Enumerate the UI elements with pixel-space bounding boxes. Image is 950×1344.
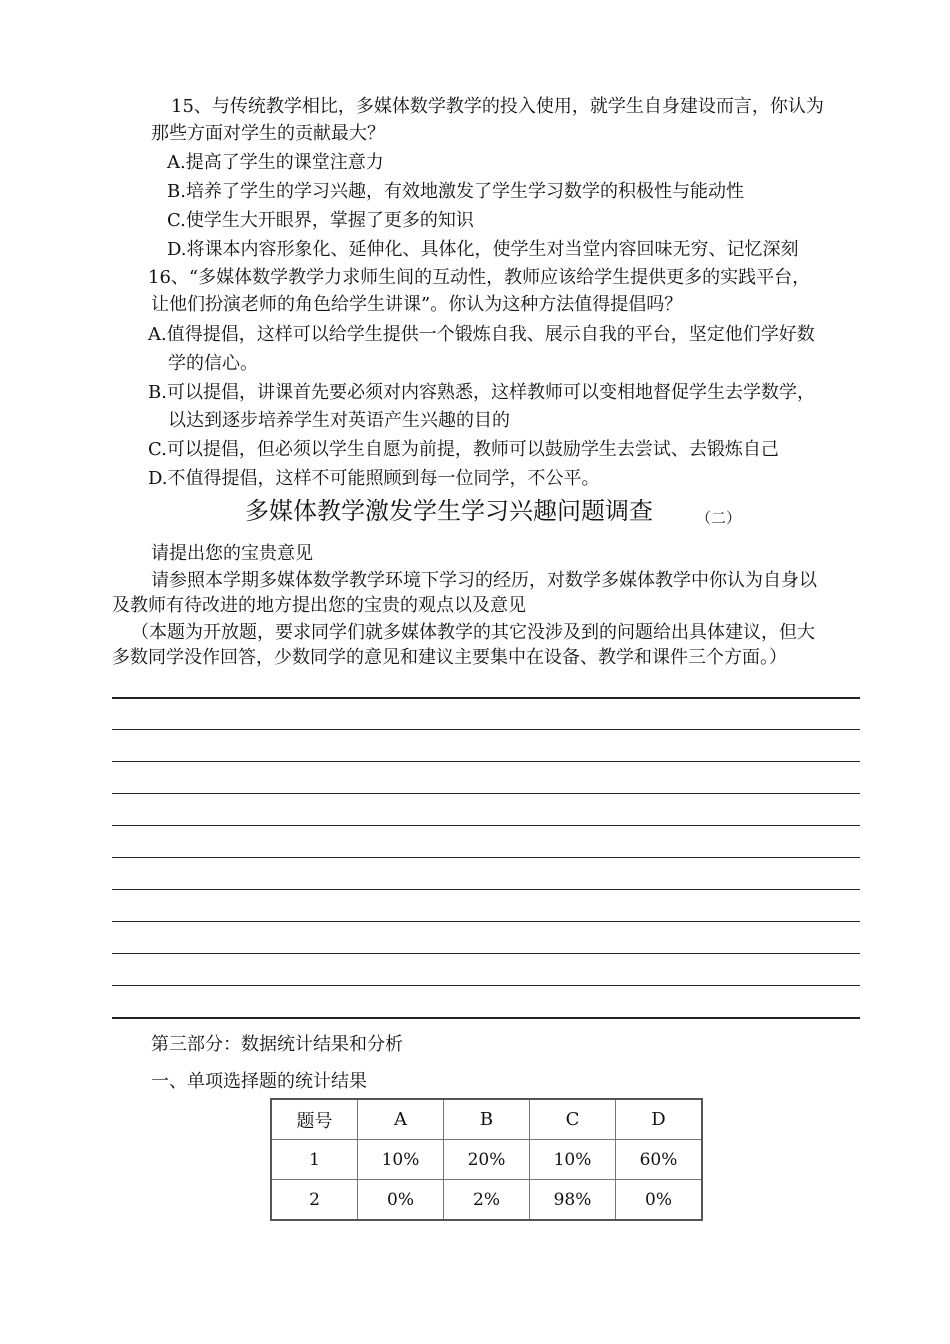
q15-option-d: D.将课本内容形象化、延伸化、具体化，使学生对当堂内容回味无穷、记忆深刻	[167, 239, 799, 260]
answer-line	[112, 921, 860, 922]
survey-note-line2: 多数同学没作回答，少数同学的意见和建议主要集中在设备、教学和课件三个方面。）	[112, 647, 787, 668]
table-cell: 98%	[530, 1180, 616, 1221]
table-cell: 60%	[616, 1140, 703, 1180]
survey-prompt: 请提出您的宝贵意见	[151, 543, 313, 564]
survey-instruction-line2: 及教师有待改进的地方提出您的宝贵的观点以及意见	[112, 595, 526, 616]
survey-title-suffix: （二）	[696, 509, 742, 527]
answer-line	[112, 985, 860, 986]
table-row	[271, 1140, 702, 1180]
q15-option-c: C.使学生大开眼界，掌握了更多的知识	[167, 210, 474, 231]
q16-option-c: C.可以提倡，但必须以学生自愿为前提，教师可以鼓励学生去尝试、去锻炼自己	[148, 439, 779, 460]
stats-table	[270, 1098, 703, 1221]
q16-option-b-line2: 以达到逐步培养学生对英语产生兴趣的目的	[168, 410, 510, 431]
table-cell: 10%	[530, 1140, 616, 1180]
q15-option-b: B.培养了学生的学习兴趣，有效地激发了学生学习数学的积极性与能动性	[167, 181, 744, 202]
q15-option-a: A.提高了学生的课堂注意力	[167, 152, 384, 173]
answer-line	[112, 857, 860, 858]
part3-subheading: 一、单项选择题的统计结果	[151, 1071, 367, 1092]
q15-stem-line1: 15、与传统教学相比，多媒体数学教学的投入使用，就学生自身建设而言，你认为	[171, 96, 824, 117]
answer-line	[112, 1017, 860, 1019]
answer-line	[112, 729, 860, 730]
answer-line	[112, 793, 860, 794]
table-header-row	[271, 1099, 702, 1140]
table-cell: 2%	[444, 1180, 530, 1221]
header-cell: 题号	[271, 1099, 358, 1140]
q16-stem-line1: 16、“多媒体数学教学力求师生间的互动性，教师应该给学生提供更多的实践平台，	[148, 267, 811, 288]
q16-option-a-line2: 学的信心。	[168, 353, 258, 374]
answer-line	[112, 697, 860, 699]
answer-line	[112, 953, 860, 954]
q15-stem-line2: 那些方面对学生的贡献最大？	[151, 123, 385, 144]
table-cell: 20%	[444, 1140, 530, 1180]
answer-line	[112, 825, 860, 826]
table-cell: 0%	[616, 1180, 703, 1221]
q16-stem-line2: 让他们扮演老师的角色给学生讲课”。你认为这种方法值得提倡吗？	[151, 294, 683, 315]
part3-heading: 第三部分：数据统计结果和分析	[151, 1034, 403, 1055]
survey-instruction-line1: 请参照本学期多媒体数学教学环境下学习的经历，对数学多媒体教学中你认为自身以	[151, 570, 817, 591]
survey-note-line1: （本题为开放题，要求同学们就多媒体教学的其它没涉及到的问题给出具体建议，但大	[131, 622, 815, 643]
table-cell: 10%	[358, 1140, 444, 1180]
header-cell: C	[530, 1099, 616, 1140]
table-cell: 0%	[358, 1180, 444, 1221]
header-cell: B	[444, 1099, 530, 1140]
answer-line	[112, 889, 860, 890]
table-cell: 1	[271, 1140, 358, 1180]
header-cell: D	[616, 1099, 703, 1140]
answer-line	[112, 761, 860, 762]
survey-title: 多媒体教学激发学生学习兴趣问题调查	[245, 497, 653, 525]
q16-option-b-line1: B.可以提倡，讲课首先要必须对内容熟悉，这样教师可以变相地督促学生去学数学，	[148, 382, 815, 403]
q16-option-d: D.不值得提倡，这样不可能照顾到每一位同学，不公平。	[148, 468, 600, 489]
q16-option-a-line1: A.值得提倡，这样可以给学生提供一个锻炼自我、展示自我的平台，坚定他们学好数	[148, 324, 815, 345]
table-row	[271, 1180, 702, 1221]
table-cell: 2	[271, 1180, 358, 1221]
header-cell: A	[358, 1099, 444, 1140]
